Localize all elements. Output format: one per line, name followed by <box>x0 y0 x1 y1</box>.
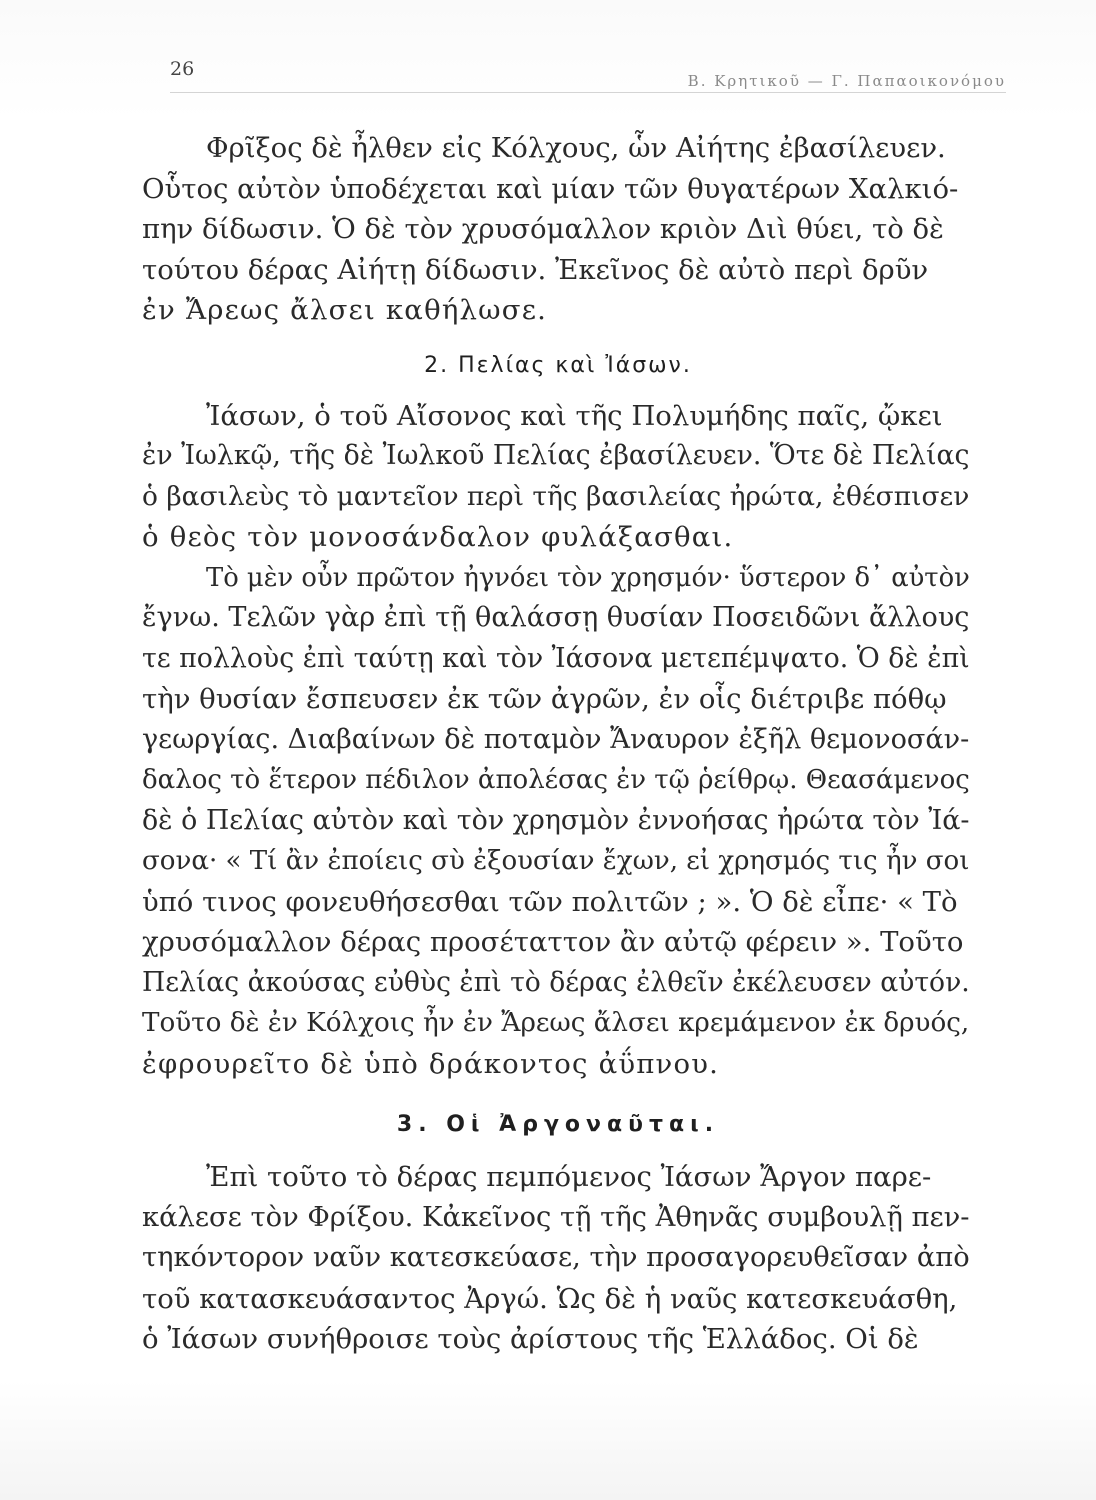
section-title-argonauts: 3. Οἱ Ἀργοναῦται. <box>396 1112 720 1137</box>
text-line: ἐν Ἄρεως ἄλσει καθήλωσε. <box>142 294 548 326</box>
text-line: Φρῖξος δὲ ἦλθεν εἰς Κόλχους, ὧν Αἰήτης ἐβασίλευεν. <box>206 132 946 164</box>
text-line: ὁ θεὸς τὸν μονοσάνδαλον φυλάξασθαι. <box>142 521 734 553</box>
text-line: δὲ ὁ Πελίας αὐτὸν καὶ τὸν χρησμὸν ἐννοήσας ἠρώτα τὸν Ἰά- <box>142 804 970 836</box>
text-line: χρυσόμαλλον δέρας προσέταττον ἂν αὐτῷ φέρειν ». Τοῦτο <box>142 926 964 958</box>
paragraph-argo <box>142 1157 974 1360</box>
text-line: πην δίδωσιν. Ὁ δὲ τὸν χρυσόμαλλον κριὸν Διὶ θύει, τὸ δὲ <box>142 213 944 245</box>
running-head: Β. Κρητικοῦ — Γ. Παπαοικονόμου <box>687 72 1006 90</box>
text-line: Τοῦτο δὲ ἐν Κόλχοις ἦν ἐν Ἄρεως ἄλσει κρεμάμενον ἐκ δρυός, <box>142 1008 970 1038</box>
text-line: ὑπό τινος φονευθήσεσθαι τῶν πολιτῶν ; ». Ὁ δὲ εἶπε· « Τὸ <box>142 885 958 918</box>
header-rule <box>170 92 1006 93</box>
paragraph-phrixus <box>142 128 974 331</box>
text-line: ἔγνω. Τελῶν γὰρ ἐπὶ τῇ θαλάσσῃ θυσίαν Ποσειδῶνι ἄλλους <box>142 602 970 633</box>
paragraph-oracle <box>142 558 974 1085</box>
text-line: τε πολλοὺς ἐπὶ ταύτῃ καὶ τὸν Ἰάσονα μετεπέμψατο. Ὁ δὲ ἐπὶ <box>142 642 970 674</box>
page-body <box>142 128 974 1360</box>
text-line: Ἰάσων, ὁ τοῦ Αἴσονος καὶ τῆς Πολυμήδης παῖς, ᾤκει <box>206 399 943 432</box>
text-line: ὁ βασιλεὺς τὸ μαντεῖον περὶ τῆς βασιλείας ἠρώτα, ἐθέσπισεν <box>142 480 970 512</box>
text-line: ἐφρουρεῖτο δὲ ὑπὸ δράκοντος ἀΰπνου. <box>142 1047 720 1080</box>
text-line: δαλος τὸ ἕτερον πέδιλον ἀπολέσας ἐν τῷ ῥείθρῳ. Θεασάμενος <box>142 765 970 795</box>
text-line: τηκόντορον ναῦν κατεσκεύασε, τὴν προσαγορευθεῖσαν ἀπὸ <box>142 1242 970 1273</box>
text-line: τὴν θυσίαν ἔσπευσεν ἐκ τῶν ἀγρῶν, ἐν οἷς διέτριβε πόθῳ <box>142 683 947 715</box>
text-line: τοῦ κατασκευάσαντος Ἀργώ. Ὡς δὲ ἡ ναῦς κατεσκευάσθη, <box>142 1282 958 1315</box>
page-header <box>170 58 1006 92</box>
paragraph-jason-intro <box>142 396 974 558</box>
text-line: Οὗτος αὐτὸν ὑποδέχεται καὶ μίαν τῶν θυγατέρων Χαλκιό- <box>142 172 959 205</box>
text-line: Ἐπὶ τοῦτο τὸ δέρας πεμπόμενος Ἰάσων Ἄργον παρε- <box>206 1161 932 1193</box>
page-number: 26 <box>170 58 195 80</box>
text-line: γεωργίας. Διαβαίνων δὲ ποταμὸν Ἄναυρον ἐξῆλ θεμονοσάν- <box>142 723 970 755</box>
text-line: ὁ Ἰάσων συνήθροισε τοὺς ἀρίστους τῆς Ἑλλάδος. Οἱ δὲ <box>142 1323 919 1355</box>
text-line: σονα· « Τί ἂν ἐποίεις σὺ ἐξουσίαν ἔχων, εἰ χρησμός τις ἦν σοι <box>142 846 970 876</box>
text-line: Τὸ μὲν οὖν πρῶτον ἠγνόει τὸν χρησμόν· ὕστερον δ᾽ αὐτὸν <box>206 562 970 593</box>
text-line: τούτου δέρας Αἰήτῃ δίδωσιν. Ἐκεῖνος δὲ αὐτὸ περὶ δρῦν <box>142 253 929 286</box>
section-title-pelias-jason: 2. Πελίας καὶ Ἰάσων. <box>424 352 692 378</box>
text-line: ἐν Ἰωλκῷ, τῆς δὲ Ἰωλκοῦ Πελίας ἐβασίλευεν. Ὅτε δὲ Πελίας <box>142 440 970 471</box>
text-line: Πελίας ἀκούσας εὐθὺς ἐπὶ τὸ δέρας ἐλθεῖν ἐκέλευσεν αὐτόν. <box>142 966 970 998</box>
text-line: κάλεσε τὸν Φρίξου. Κἀκεῖνος τῇ τῆς Ἀθηνᾶς συμβουλῇ πεν- <box>142 1201 970 1233</box>
